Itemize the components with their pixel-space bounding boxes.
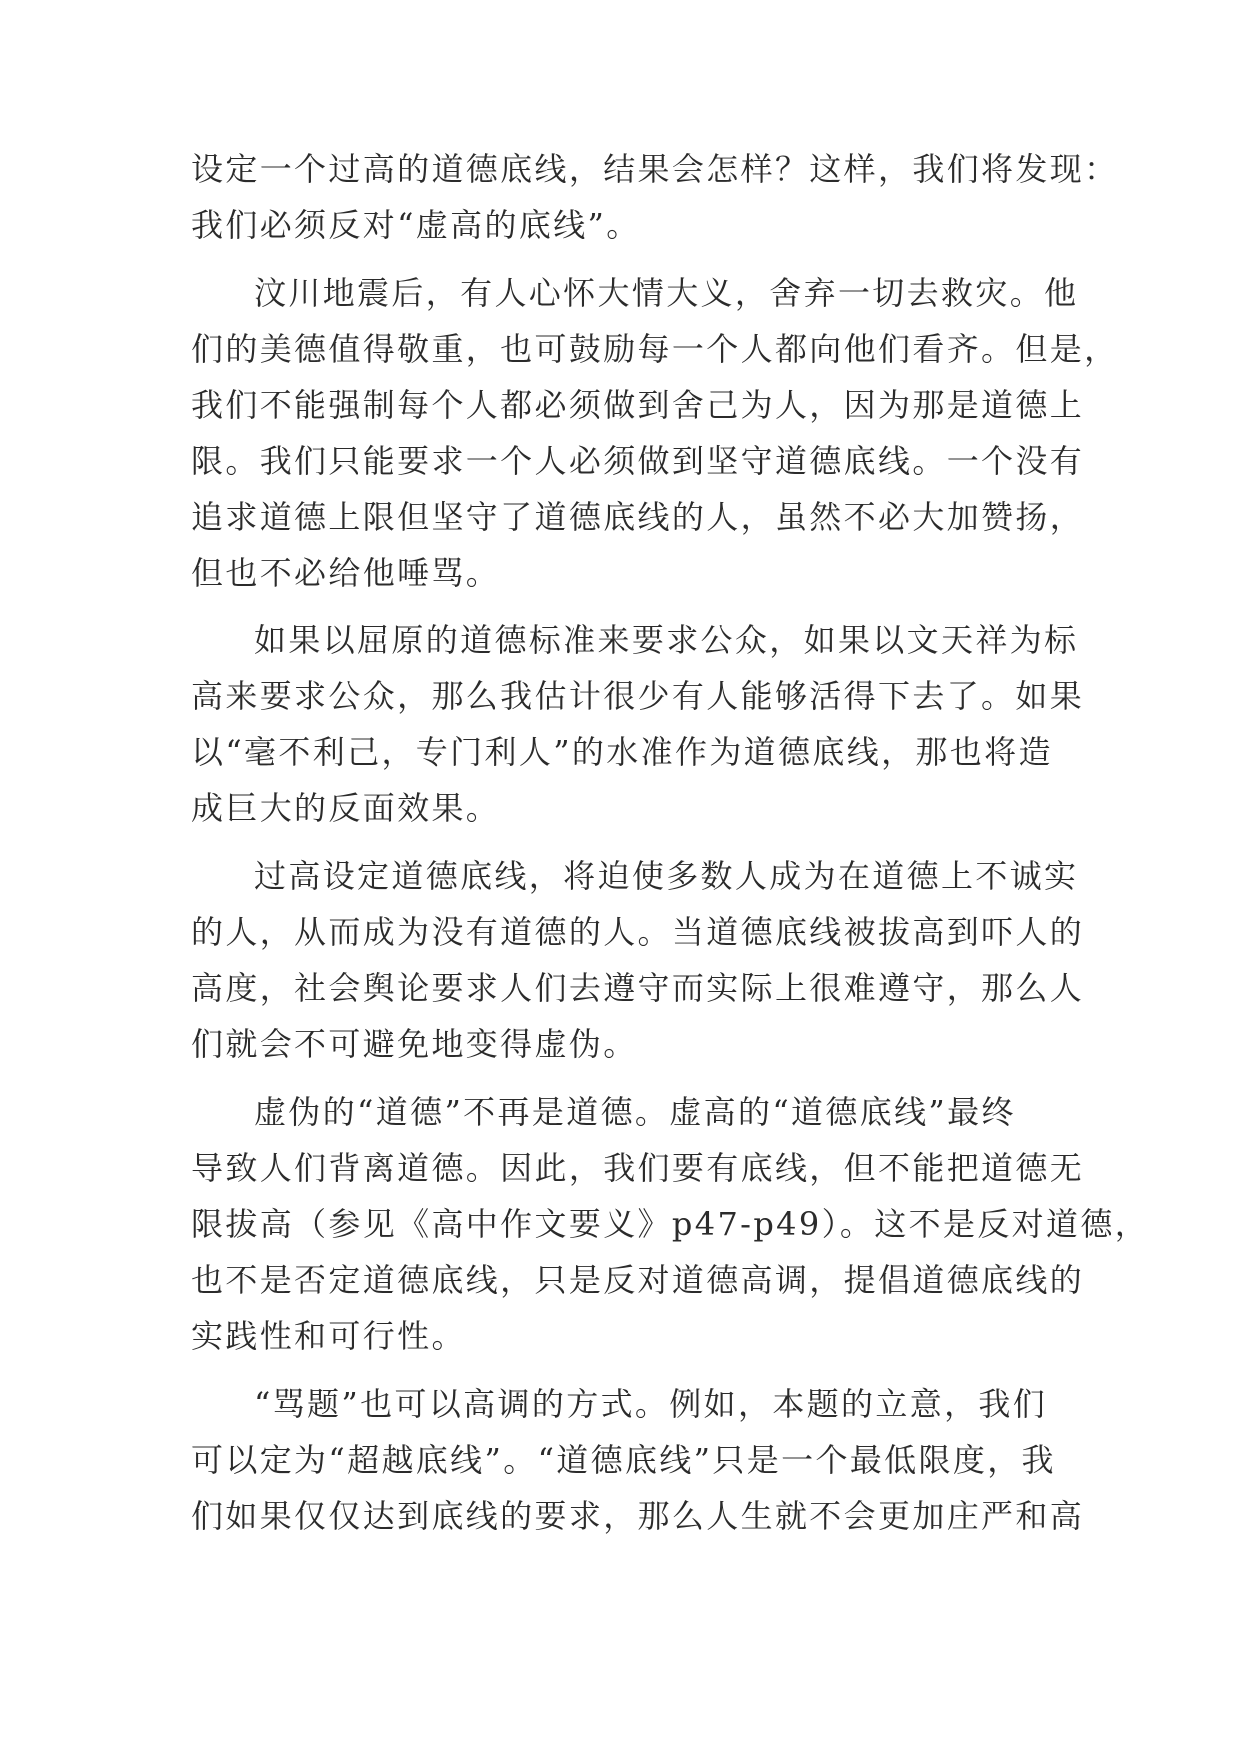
text-line: 高来要求公众，那么我估计很少有人能够活得下去了。如果	[191, 677, 1085, 715]
text-line: 限拔高（参见《高中作文要义》p47-p49）。这不是反对道德，	[191, 1205, 1150, 1243]
text-line: 以“毫不利己，专门利人”的水准作为道德底线，那也将造	[191, 733, 1053, 771]
text-line: 追求道德上限但坚守了道德底线的人，虽然不必大加赞扬，	[191, 498, 1085, 536]
text-line: 实践性和可行性。	[191, 1317, 466, 1355]
text-line: 们就会不可避免地变得虚伪。	[191, 1025, 638, 1063]
text-line: 我们必须反对“虚高的底线”。	[191, 206, 641, 244]
paragraph-first-line: 汶川地震后，有人心怀大情大义，舍弃一切去救灾。他	[254, 274, 1079, 312]
paragraph-first-line: “骂题”也可以高调的方式。例如，本题的立意，我们	[254, 1385, 1048, 1423]
text-line: 我们不能强制每个人都必须做到舍己为人，因为那是道德上	[191, 386, 1085, 424]
text-line: 导致人们背离道德。因此，我们要有底线，但不能把道德无	[191, 1149, 1085, 1187]
text-line: 也不是否定道德底线，只是反对道德高调，提倡道德底线的	[191, 1261, 1085, 1299]
text-line: 可以定为“超越底线”。“道德底线”只是一个最低限度，我	[191, 1441, 1056, 1479]
paragraph-first-line: 虚伪的“道德”不再是道德。虚高的“道德底线”最终	[254, 1093, 1016, 1131]
text-line: 限。我们只能要求一个人必须做到坚守道德底线。一个没有	[191, 442, 1085, 480]
paragraph-first-line: 如果以屈原的道德标准来要求公众，如果以文天祥为标	[254, 621, 1079, 659]
text-line: 设定一个过高的道德底线，结果会怎样？这样，我们将发现：	[191, 150, 1119, 188]
text-line: 们如果仅仅达到底线的要求，那么人生就不会更加庄严和高	[191, 1497, 1085, 1535]
text-line: 的人，从而成为没有道德的人。当道德底线被拔高到吓人的	[191, 913, 1085, 951]
text-line: 但也不必给他唾骂。	[191, 554, 501, 592]
paragraph-first-line: 过高设定道德底线，将迫使多数人成为在道德上不诚实	[254, 857, 1079, 895]
text-line: 高度，社会舆论要求人们去遵守而实际上很难遵守，那么人	[191, 969, 1085, 1007]
text-line: 成巨大的反面效果。	[191, 789, 501, 827]
text-line: 们的美德值得敬重，也可鼓励每一个人都向他们看齐。但是，	[191, 330, 1119, 368]
